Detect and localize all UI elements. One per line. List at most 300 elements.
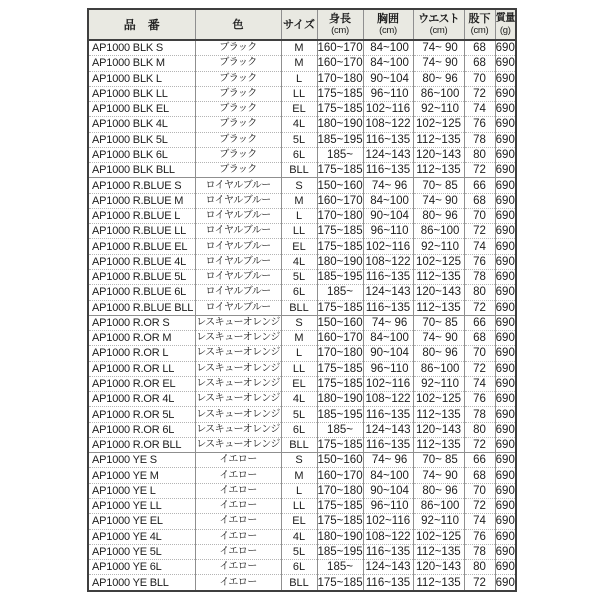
height-range: 160~170 (317, 469, 363, 482)
waist-range: 102~125 (413, 529, 464, 544)
inseam: 76 (464, 392, 495, 407)
chest-range: 116~135 (363, 407, 413, 422)
mass: 690 (495, 561, 515, 574)
inseam: 74 (464, 514, 495, 529)
waist-range: 112~135 (413, 575, 464, 591)
col-header-waist (413, 9, 464, 40)
chest-range: 74~ 96 (363, 315, 413, 330)
part-no: AP1000 BLK LL (88, 86, 195, 101)
size: LL (281, 224, 317, 239)
inseam: 78 (464, 132, 495, 147)
waist-range: 70~ 85 (413, 178, 464, 193)
color-name: ブラック (195, 102, 281, 117)
part-no: AP1000 R.BLUE EL (88, 239, 195, 254)
table-row (88, 437, 516, 452)
table-row (88, 300, 516, 315)
col-header-unit: (cm) (429, 24, 448, 36)
mass: 690 (495, 87, 515, 100)
table-row (88, 575, 516, 591)
height-range: 175~185 (317, 439, 363, 452)
mass: 690 (495, 484, 515, 497)
color-name: イエロー (195, 560, 281, 575)
mass: 690 (495, 469, 515, 482)
mass: 690 (495, 72, 515, 85)
waist-range: 80~ 96 (413, 483, 464, 498)
chest-range: 116~135 (363, 163, 413, 178)
part-no: AP1000 R.BLUE 5L (88, 270, 195, 285)
part-no: AP1000 R.BLUE 4L (88, 254, 195, 269)
inseam: 74 (464, 376, 495, 391)
mass: 690 (495, 347, 515, 360)
inseam: 70 (464, 483, 495, 498)
mass: 690 (495, 515, 515, 528)
mass: 690 (495, 240, 515, 253)
part-no: AP1000 BLK BLL (88, 163, 195, 178)
color-name: ロイヤルブルー (195, 224, 281, 239)
part-no: AP1000 R.OR BLL (88, 437, 195, 452)
chest-range: 108~122 (363, 117, 413, 132)
mass: 690 (495, 225, 515, 238)
chest-range: 90~104 (363, 483, 413, 498)
table-row (88, 331, 516, 346)
mass: 690 (495, 40, 516, 56)
col-header-label: 色 (232, 18, 244, 31)
waist-range: 112~135 (413, 270, 464, 285)
color-name: ブラック (195, 132, 281, 147)
col-header-unit: (cm) (331, 24, 349, 36)
part-no: AP1000 YE S (88, 453, 195, 468)
part-no: AP1000 R.OR EL (88, 376, 195, 391)
inseam: 76 (464, 254, 495, 269)
inseam: 78 (464, 270, 495, 285)
color-name: ロイヤルブルー (195, 208, 281, 223)
mass: 690 (495, 301, 515, 314)
mass: 690 (495, 332, 515, 345)
chest-range: 84~100 (363, 468, 413, 483)
size: BLL (281, 575, 317, 591)
waist-range: 112~135 (413, 132, 464, 147)
height-range: 175~185 (317, 575, 363, 591)
color-name: ブラック (195, 40, 281, 56)
table-row (88, 239, 516, 254)
color-name: イエロー (195, 453, 281, 468)
chest-range: 90~104 (363, 208, 413, 223)
color-name: レスキューオレンジ (195, 376, 281, 391)
waist-range: 112~135 (413, 544, 464, 559)
part-no: AP1000 R.BLUE S (88, 178, 195, 193)
size: 4L (281, 392, 317, 407)
mass: 690 (495, 575, 516, 591)
size: 4L (281, 529, 317, 544)
chest-range: 124~143 (363, 285, 413, 300)
size: EL (281, 376, 317, 391)
part-no: AP1000 BLK EL (88, 102, 195, 117)
height-range: 175~185 (317, 301, 363, 314)
color-name: レスキューオレンジ (195, 422, 281, 437)
chest-range: 116~135 (363, 575, 413, 591)
part-no: AP1000 BLK 6L (88, 147, 195, 162)
part-no: AP1000 R.OR 6L (88, 422, 195, 437)
table-row (88, 117, 516, 132)
part-no: AP1000 R.OR 4L (88, 392, 195, 407)
inseam: 76 (464, 117, 495, 132)
inseam: 74 (464, 239, 495, 254)
part-no: AP1000 R.BLUE BLL (88, 300, 195, 315)
height-range: 185~ (317, 147, 363, 162)
size: 5L (281, 132, 317, 147)
part-no: AP1000 R.OR L (88, 346, 195, 361)
color-name: ロイヤルブルー (195, 270, 281, 285)
table-row (88, 193, 516, 208)
table-row (88, 132, 516, 147)
col-header-height (317, 9, 363, 40)
part-no: AP1000 BLK M (88, 56, 195, 71)
height-range: 170~180 (317, 72, 363, 85)
waist-range: 74~ 90 (413, 56, 464, 71)
size: EL (281, 239, 317, 254)
mass: 690 (495, 179, 515, 192)
table-row (88, 514, 516, 529)
size: M (281, 193, 317, 208)
color-name: ブラック (195, 147, 281, 162)
color-name: ロイヤルブルー (195, 285, 281, 300)
table-header (88, 9, 516, 40)
part-no: AP1000 R.OR S (88, 315, 195, 330)
table-row (88, 71, 516, 86)
waist-range: 112~135 (413, 300, 464, 315)
mass: 690 (495, 210, 515, 223)
waist-range: 92~110 (413, 102, 464, 117)
size: L (281, 71, 317, 86)
height-range: 185~ (317, 422, 363, 437)
inseam: 72 (464, 163, 495, 178)
table-row (88, 468, 516, 483)
chest-range: 90~104 (363, 71, 413, 86)
size: S (281, 178, 317, 193)
part-no: AP1000 BLK 4L (88, 117, 195, 132)
table-row (88, 147, 516, 162)
size: LL (281, 498, 317, 513)
waist-range: 80~ 96 (413, 208, 464, 223)
chest-range: 84~100 (363, 40, 413, 56)
height-range: 185~ (317, 560, 363, 575)
chest-range: 108~122 (363, 529, 413, 544)
inseam: 68 (464, 56, 495, 71)
color-name: ロイヤルブルー (195, 193, 281, 208)
waist-range: 120~143 (413, 422, 464, 437)
col-header-unit: (cm) (470, 24, 489, 36)
table-row (88, 254, 516, 269)
color-name: レスキューオレンジ (195, 361, 281, 376)
chest-range: 84~100 (363, 193, 413, 208)
size: LL (281, 86, 317, 101)
col-header-chest (363, 9, 413, 40)
inseam: 76 (464, 529, 495, 544)
inseam: 66 (464, 453, 495, 468)
color-name: ブラック (195, 71, 281, 86)
table-row (88, 560, 516, 575)
col-header-label: 身長 (329, 12, 351, 25)
chest-range: 96~110 (363, 361, 413, 376)
part-no: AP1000 R.BLUE L (88, 208, 195, 223)
table-row (88, 407, 516, 422)
waist-range: 112~135 (413, 437, 464, 452)
table-row (88, 315, 516, 330)
mass: 690 (495, 149, 515, 161)
size: BLL (281, 300, 317, 315)
height-range: 175~185 (317, 87, 363, 100)
height-range: 185~195 (317, 408, 363, 421)
color-name: レスキューオレンジ (195, 346, 281, 361)
height-range: 160~170 (317, 40, 363, 56)
col-header-mass (495, 9, 516, 40)
chest-range: 124~143 (363, 560, 413, 575)
size: M (281, 331, 317, 346)
size: 6L (281, 560, 317, 575)
inseam: 68 (464, 468, 495, 483)
mass: 690 (495, 454, 515, 467)
part-no: AP1000 R.BLUE M (88, 193, 195, 208)
color-name: イエロー (195, 483, 281, 498)
height-range: 175~185 (317, 515, 363, 528)
color-name: レスキューオレンジ (195, 392, 281, 407)
size: L (281, 346, 317, 361)
color-name: ロイヤルブルー (195, 178, 281, 193)
mass: 690 (495, 500, 515, 513)
chest-range: 116~135 (363, 300, 413, 315)
chest-range: 116~135 (363, 544, 413, 559)
chest-range: 96~110 (363, 224, 413, 239)
chest-range: 96~110 (363, 498, 413, 513)
color-name: イエロー (195, 529, 281, 544)
height-range: 185~195 (317, 133, 363, 146)
part-no: AP1000 R.BLUE 6L (88, 285, 195, 300)
inseam: 80 (464, 285, 495, 300)
height-range: 180~190 (317, 255, 363, 268)
waist-range: 70~ 85 (413, 315, 464, 330)
col-header-label: サイズ (282, 18, 316, 31)
height-range: 160~170 (317, 332, 363, 345)
height-range: 180~190 (317, 393, 363, 406)
height-range: 175~185 (317, 225, 363, 238)
size: 5L (281, 407, 317, 422)
color-name: ロイヤルブルー (195, 239, 281, 254)
table-row (88, 270, 516, 285)
height-range: 160~170 (317, 57, 363, 70)
part-no: AP1000 YE EL (88, 514, 195, 529)
waist-range: 86~100 (413, 498, 464, 513)
chest-range: 116~135 (363, 437, 413, 452)
waist-range: 92~110 (413, 376, 464, 391)
mass: 690 (495, 393, 515, 406)
table-row (88, 392, 516, 407)
size: BLL (281, 163, 317, 178)
chest-range: 84~100 (363, 331, 413, 346)
height-range: 180~190 (317, 530, 363, 543)
inseam: 70 (464, 346, 495, 361)
part-no: AP1000 YE LL (88, 498, 195, 513)
inseam: 80 (464, 560, 495, 575)
part-no: AP1000 YE M (88, 468, 195, 483)
mass: 690 (495, 439, 515, 452)
height-range: 150~160 (317, 454, 363, 467)
table-row (88, 40, 516, 56)
table-row (88, 285, 516, 300)
height-range: 185~195 (317, 271, 363, 284)
table-body (88, 40, 516, 591)
waist-range: 86~100 (413, 361, 464, 376)
header-row (88, 9, 516, 40)
inseam: 80 (464, 422, 495, 437)
size-spec-table (87, 8, 517, 592)
chest-range: 74~ 96 (363, 178, 413, 193)
part-no: AP1000 BLK S (92, 42, 163, 55)
waist-range: 74~ 90 (413, 193, 464, 208)
color-name: レスキューオレンジ (195, 315, 281, 330)
table-row (88, 86, 516, 101)
part-no: AP1000 YE 6L (88, 560, 195, 575)
height-range: 175~185 (317, 164, 363, 177)
height-range: 150~160 (317, 179, 363, 192)
table-row (88, 453, 516, 468)
part-no: AP1000 R.OR 5L (88, 407, 195, 422)
size: BLL (281, 437, 317, 452)
waist-range: 112~135 (413, 163, 464, 178)
table-row (88, 483, 516, 498)
height-range: 175~185 (317, 500, 363, 513)
color-name: レスキューオレンジ (195, 331, 281, 346)
col-header-unit: (g) (499, 24, 511, 36)
size: L (281, 208, 317, 223)
waist-range: 102~125 (413, 117, 464, 132)
table-row (88, 208, 516, 223)
mass: 690 (495, 103, 515, 116)
chest-range: 108~122 (363, 392, 413, 407)
color-name: ロイヤルブルー (195, 254, 281, 269)
chest-range: 74~ 96 (363, 453, 413, 468)
mass: 690 (495, 57, 515, 70)
size: 6L (281, 285, 317, 300)
table-row (88, 361, 516, 376)
color-name: イエロー (195, 575, 281, 591)
mass: 690 (495, 118, 515, 131)
color-name: ブラック (195, 117, 281, 132)
part-no: AP1000 YE 5L (88, 544, 195, 559)
size: EL (281, 514, 317, 529)
size: 5L (281, 544, 317, 559)
table-row (88, 346, 516, 361)
col-header-unit: (cm) (379, 24, 397, 36)
table-row (88, 376, 516, 391)
part-no: AP1000 BLK 5L (88, 132, 195, 147)
inseam: 68 (464, 40, 495, 56)
height-range: 175~185 (317, 362, 363, 375)
waist-range: 70~ 85 (413, 453, 464, 468)
col-header-label: ウエスト (418, 12, 459, 25)
inseam: 80 (464, 147, 495, 162)
chest-range: 102~116 (363, 239, 413, 254)
color-name: イエロー (195, 468, 281, 483)
col-header-part-no (88, 9, 195, 40)
inseam: 72 (464, 361, 495, 376)
color-name: ブラック (195, 56, 281, 71)
waist-range: 92~110 (413, 514, 464, 529)
waist-range: 102~125 (413, 392, 464, 407)
chest-range: 102~116 (363, 376, 413, 391)
part-no: AP1000 YE BLL (88, 575, 195, 591)
col-header-label: 胸囲 (377, 12, 399, 25)
size: 6L (281, 422, 317, 437)
height-range: 170~180 (317, 484, 363, 497)
size: M (281, 40, 317, 56)
chest-range: 124~143 (363, 147, 413, 162)
part-no: AP1000 YE L (88, 483, 195, 498)
chest-range: 102~116 (363, 514, 413, 529)
mass: 690 (495, 423, 515, 436)
color-name: レスキューオレンジ (195, 437, 281, 452)
height-range: 175~185 (317, 103, 363, 116)
mass: 690 (495, 164, 515, 177)
col-header-size (281, 9, 317, 40)
waist-range: 112~135 (413, 407, 464, 422)
waist-range: 74~ 90 (413, 468, 464, 483)
mass: 690 (495, 194, 515, 207)
chest-range: 124~143 (363, 422, 413, 437)
waist-range: 120~143 (413, 147, 464, 162)
size: M (281, 468, 317, 483)
mass: 690 (495, 545, 515, 558)
waist-range: 74~ 90 (413, 40, 464, 56)
height-range: 185~ (317, 285, 363, 300)
inseam: 70 (464, 71, 495, 86)
waist-range: 92~110 (413, 239, 464, 254)
table-row (88, 544, 516, 559)
table-row (88, 56, 516, 71)
chest-range: 96~110 (363, 86, 413, 101)
size: 5L (281, 270, 317, 285)
waist-range: 102~125 (413, 254, 464, 269)
col-header-label: 質量 (495, 12, 515, 24)
inseam: 68 (464, 331, 495, 346)
color-name: レスキューオレンジ (195, 407, 281, 422)
inseam: 66 (464, 178, 495, 193)
inseam: 72 (464, 437, 495, 452)
table-row (88, 498, 516, 513)
chest-range: 90~104 (363, 346, 413, 361)
chest-range: 84~100 (363, 56, 413, 71)
part-no: AP1000 R.BLUE LL (88, 224, 195, 239)
waist-range: 120~143 (413, 285, 464, 300)
size: S (281, 453, 317, 468)
mass: 690 (495, 377, 515, 390)
inseam: 72 (464, 86, 495, 101)
color-name: イエロー (195, 498, 281, 513)
size: 6L (281, 147, 317, 162)
col-header-inseam (464, 9, 495, 40)
color-name: ブラック (195, 86, 281, 101)
waist-range: 74~ 90 (413, 331, 464, 346)
height-range: 170~180 (317, 347, 363, 360)
part-no: AP1000 R.OR LL (88, 361, 195, 376)
waist-range: 86~100 (413, 224, 464, 239)
table-row (88, 178, 516, 193)
height-range: 160~170 (317, 194, 363, 207)
chest-range: 116~135 (363, 270, 413, 285)
height-range: 175~185 (317, 377, 363, 390)
color-name: イエロー (195, 544, 281, 559)
inseam: 68 (464, 193, 495, 208)
chest-range: 116~135 (363, 132, 413, 147)
